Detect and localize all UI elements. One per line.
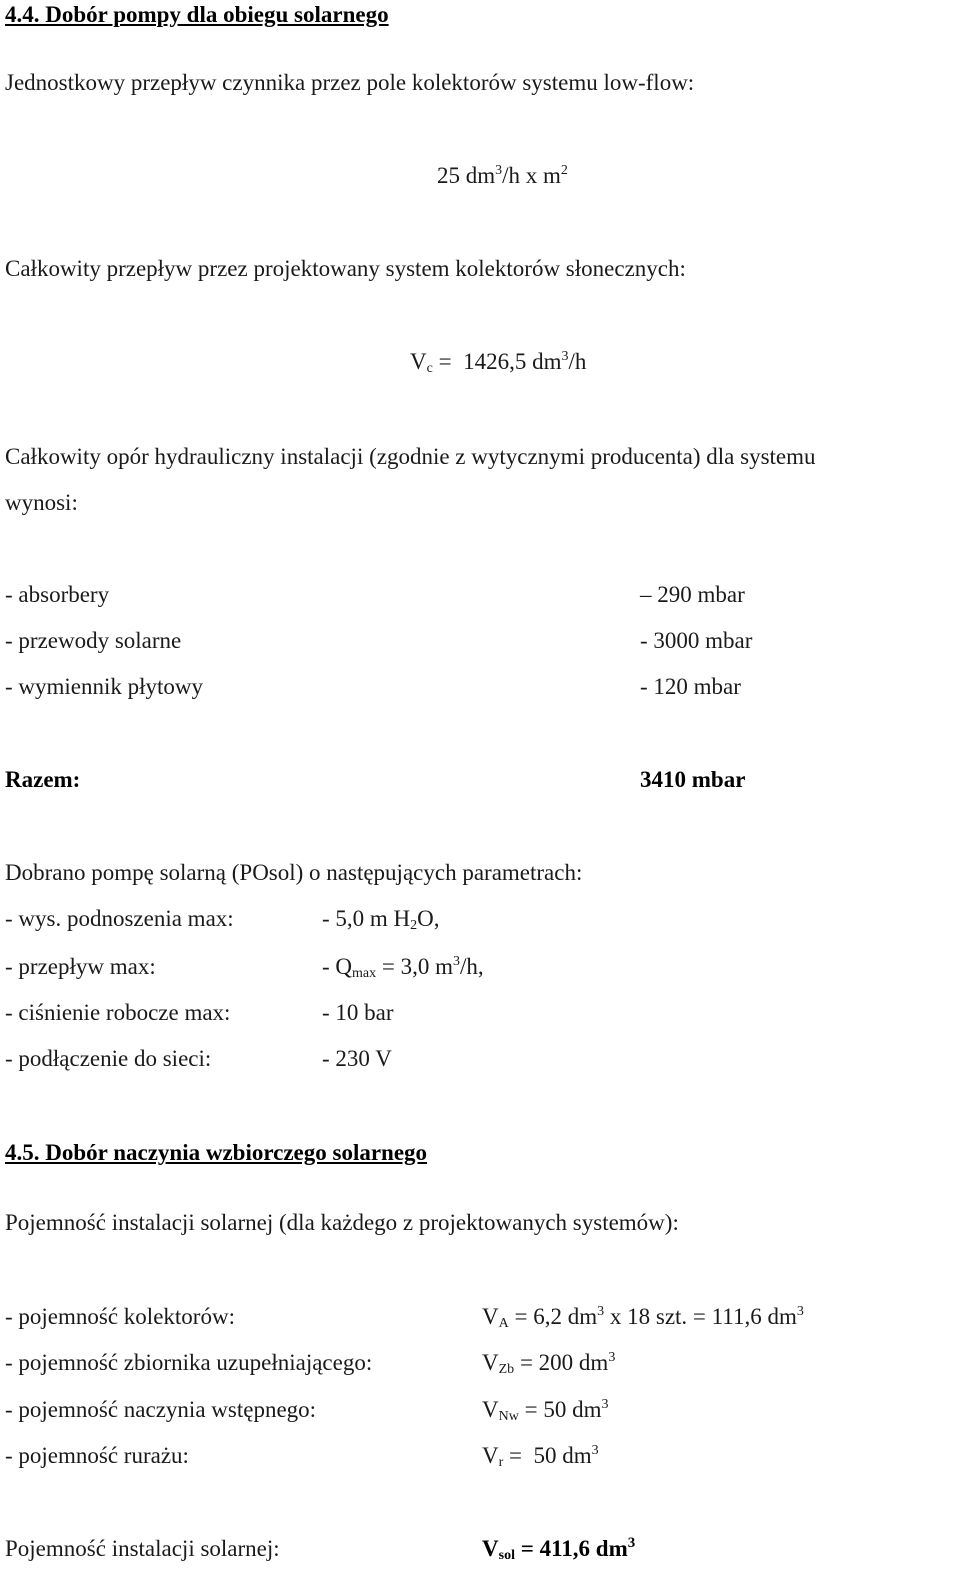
pump-flow-label: - przepływ max: — [5, 954, 156, 979]
piping-capacity-label: - pojemność rurażu: — [5, 1443, 189, 1468]
item-value-absorbers: – 290 mbar — [640, 582, 745, 607]
capacity-label: Pojemność instalacji solarnej (dla każdego z projektowanych systemów): — [5, 1210, 679, 1235]
tank-capacity-value: $V_{Zb} = 200$ $dm^3$ — [482, 1350, 616, 1377]
pump-pressure-label: - ciśnienie robocze max: — [5, 1000, 231, 1025]
total-value: 3410 mbar — [640, 767, 746, 792]
collectors-capacity-label: - pojemność kolektorów: — [5, 1304, 235, 1329]
tank-capacity-label: - pojemność zbiornika uzupełniającego: — [5, 1350, 373, 1375]
section-heading-4-5: 4.5. Dobór naczynia wzbiorczego solarnego — [5, 1140, 428, 1165]
item-value-solar-pipes: - 3000 mbar — [640, 628, 753, 653]
prevessel-capacity-value: $V_{Nw} = 50$ $dm^3$ — [482, 1397, 609, 1424]
total-flow-value: $V_c = 1426,5$ $dm^3/h$ — [410, 349, 587, 376]
resistance-text-line2: wynosi: — [5, 490, 78, 515]
item-label-heat-exchanger: - wymiennik płytowy — [5, 674, 204, 699]
unit-flow-label: Jednostkowy przepływ czynnika przez pole kolektorów systemu low-flow: — [5, 70, 695, 95]
item-value-heat-exchanger: - 120 mbar — [640, 674, 741, 699]
pump-power-label: - podłączenie do sieci: — [5, 1046, 212, 1071]
installation-capacity-label: Pojemność instalacji solarnej: — [5, 1536, 280, 1561]
collectors-capacity-value: $V_A = 6,2$ $dm^3$ x 18 szt. = 111,6 $dm^3$ — [482, 1304, 804, 1331]
section-heading-4-4: 4.4. Dobór pompy dla obiegu solarnego — [5, 2, 389, 27]
resistance-text-line1: Całkowity opór hydrauliczny instalacji (zgodnie z wytycznymi producenta) dla systemu — [5, 444, 816, 469]
prevessel-capacity-label: - pojemność naczynia wstępnego: — [5, 1397, 317, 1422]
pump-selection-text: Dobrano pompę solarną (POsol) o następujących parametrach: — [5, 860, 583, 885]
pump-head-label: - wys. podnoszenia max: — [5, 906, 234, 931]
piping-capacity-value: $V_r = 50$ $dm^3$ — [482, 1443, 599, 1470]
total-flow-label: Całkowity przepływ przez projektowany system kolektorów słonecznych: — [5, 256, 686, 281]
total-label: Razem: — [5, 767, 81, 792]
pump-head-value: - 5,0 m $H_2O$, — [322, 906, 440, 933]
item-label-absorbers: - absorbery — [5, 582, 110, 607]
pump-pressure-value: - 10 bar — [322, 1000, 394, 1025]
pump-power-value: - 230 V — [322, 1046, 392, 1071]
pump-flow-value: - $Q_{max} = 3,0$ $m^3/h$, — [322, 954, 484, 981]
item-label-solar-pipes: - przewody solarne — [5, 628, 182, 653]
installation-capacity-value: $V_{sol} = 411,6$ $dm^3$ — [482, 1535, 636, 1563]
unit-flow-value: 25 $dm^3/h$ x $m^2$ — [437, 163, 568, 188]
